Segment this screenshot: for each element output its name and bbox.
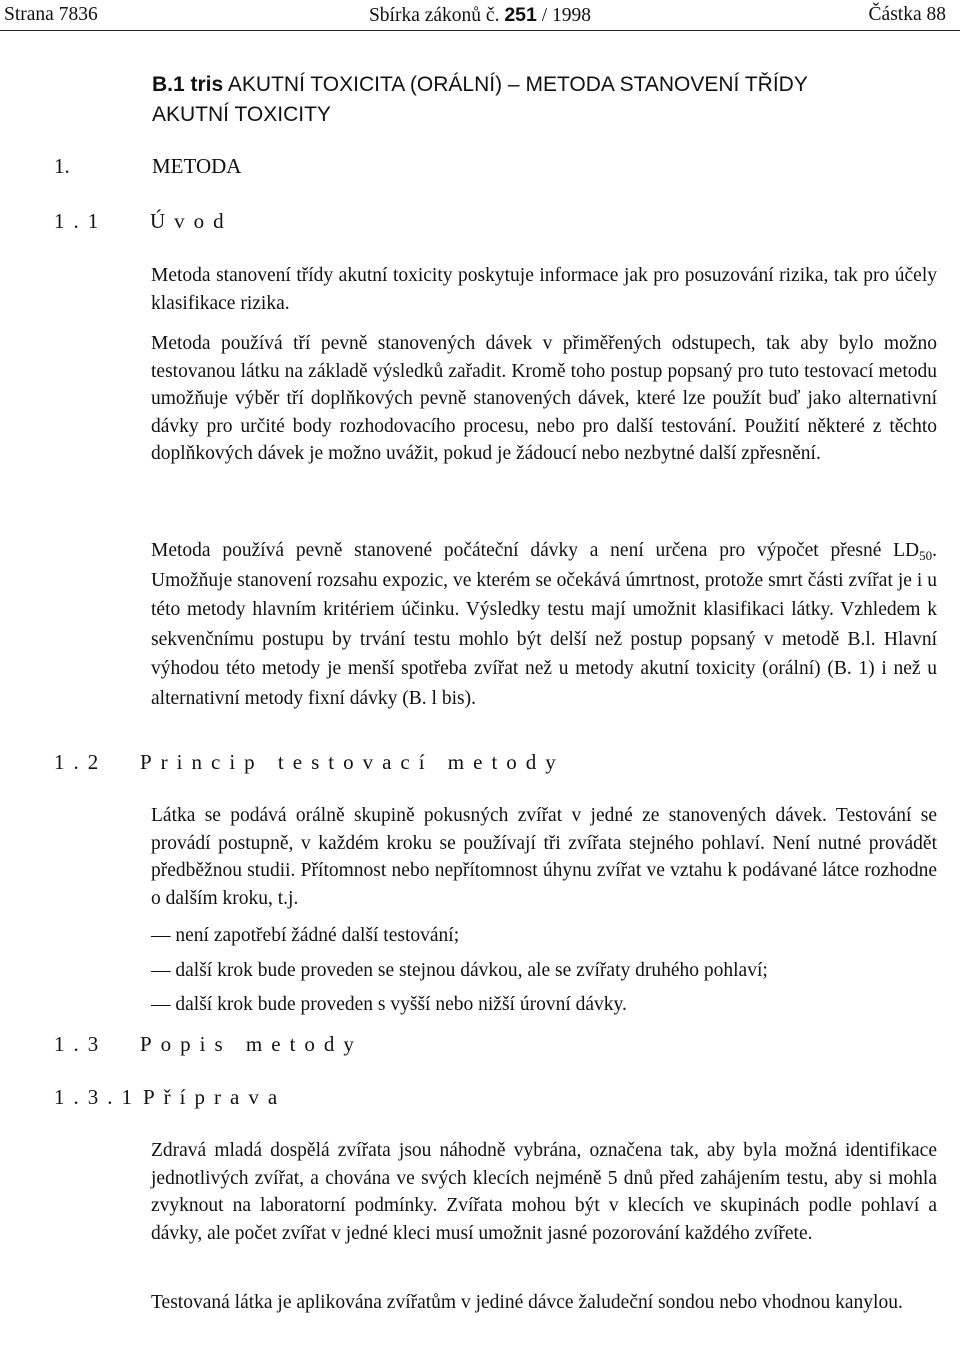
list-item: — další krok bude proveden s vyšší nebo nižší úrovní dávky.: [151, 994, 627, 1015]
issue-number: Částka 88: [868, 4, 946, 25]
list-item: — není zapotřebí žádné další testování;: [151, 925, 460, 946]
journal-title: Sbírka zákonů č. 251 / 1998: [368, 4, 592, 26]
paragraph-preparation: Zdravá mladá dospělá zvířata jsou náhodně vybrána, označena tak, aby byla možná identifikace jednotlivých zvířat, a chována ve svých klecích nejméně 5 dnů před zahájením testu, aby si mohla zvyknout na laboratorní podmínky. Zvířata mohou být v klecích ve skupinách podle pohlaví a dávky, ale počet zvířat v jedné kleci musí umožnit jasné pozorování každého zvířete.: [151, 1140, 937, 1244]
paragraph-intro-3: Metoda používá pevně stanovené počáteční dávky a není určena pro výpočet přesné $LD_{50}$. Umožňuje stanovení rozsahu expozic, ve kterém se očekává úmrtnost, protože smrt části zvířat je i u této metody hlavním kritériem účinku. Výsledky testu mají umožnit klasifikaci látky. Vzhledem k sekvenčnímu postupu by trvání testu mohlo být delší než postup popsaný v metodě B.l. Hlavní výhodou této metody je menší spotřeba zvířat než u metody akutní toxicity (orální) (B. 1) i než u alternativní metody fixní dávky (B. l bis).: [151, 540, 937, 709]
paragraph-principle: Látka se podává orálně skupině pokusných zvířat v jedné ze stanovených dávek. Testování se provádí postupně, v každém kroku se používají tři zvířata stejného pohlaví. Není nutné provádět předběžnou studii. Přítomnost nebo nepřítomnost úhynu zvířat ve vztahu k podávané látce rozhodne o dalším kroku, t.j.: [151, 805, 937, 909]
list-item: — další krok bude proveden se stejnou dávkou, ale se zvířaty druhého pohlaví;: [151, 960, 768, 981]
paragraph-intro-1: Metoda stanovení třídy akutní toxicity poskytuje informace jak pro posuzování rizika, tak pro účely klasifikace rizika.: [151, 265, 937, 314]
page-header: [0, 0, 960, 31]
paragraph-intro-2: Metoda používá tří pevně stanovených dávek v přiměřených odstupech, tak aby bylo možno testovanou látku na základě výsledků zařadit. Kromě toho postup popsaný pro tuto testovací metodu umožňuje výběr tří doplňkových pevně stanovených dávek, které lze použít buď jako alternativní dávky pro určité body rozhodovacího procesu, nebo pro další testování. Použití některé z těchto doplňkových dávek je možno uvážit, pokud je žádoucí nebo nezbytné další zpřesnění.: [151, 333, 937, 464]
page-number: Strana 7836: [4, 4, 98, 25]
document-title: B.1 tris AKUTNÍ TOXICITA (ORÁLNÍ) – METODA STANOVENÍ TŘÍDY AKUTNÍ TOXICITY: [152, 73, 808, 126]
paragraph-administration: Testovaná látka je aplikována zvířatům v jediné dávce žaludeční sondou nebo vhodnou kanylou.: [151, 1292, 903, 1313]
